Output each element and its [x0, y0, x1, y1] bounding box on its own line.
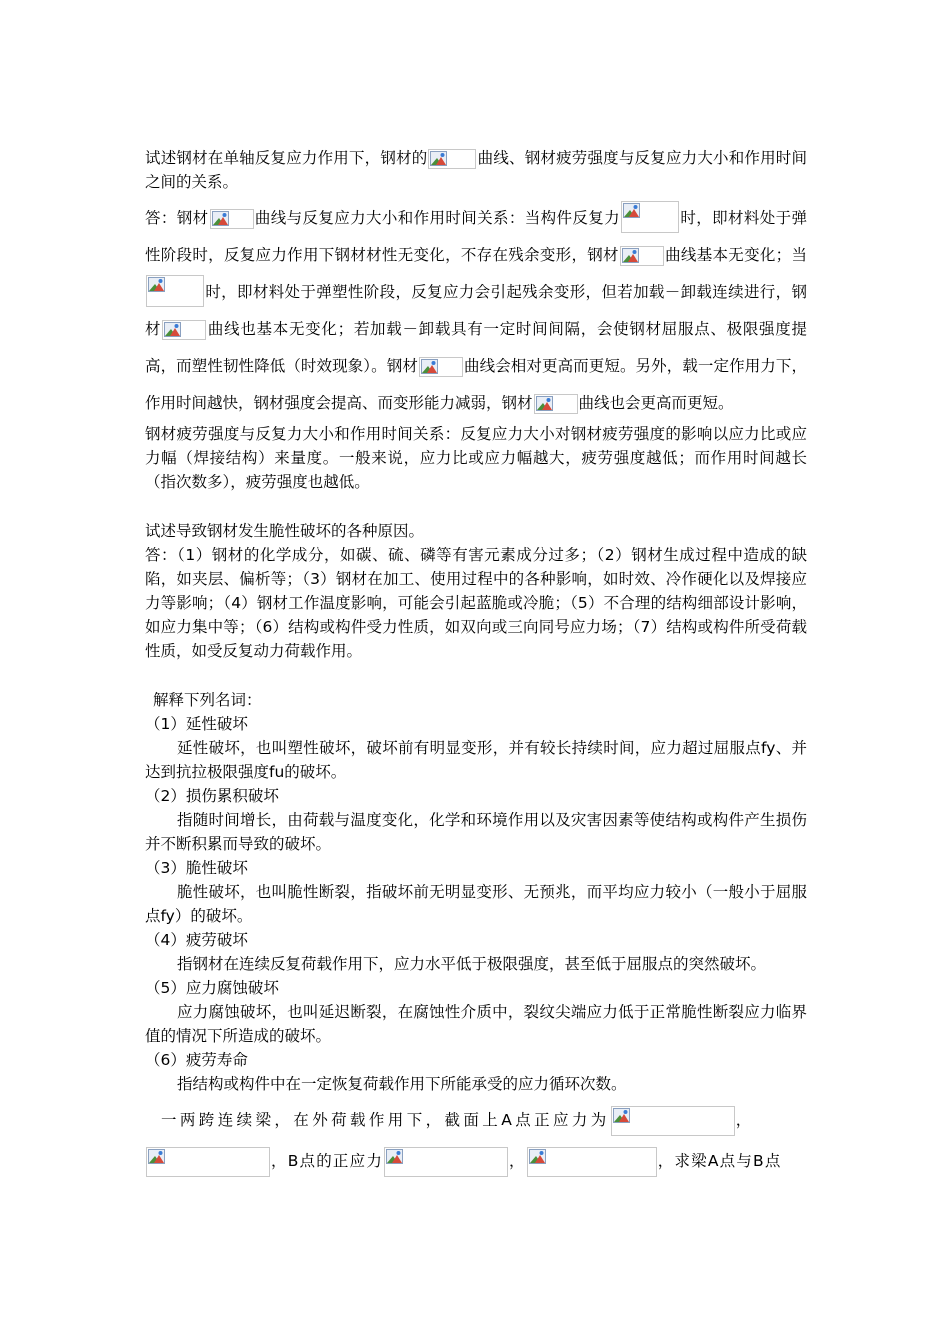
text: ，: [509, 1152, 526, 1170]
broken-image-icon: [164, 322, 181, 337]
term-head: （4）疲劳破坏: [145, 931, 248, 949]
broken-image-icon: [148, 1149, 165, 1164]
formula-image-placeholder: [162, 320, 206, 340]
term-definition: 延性破坏，也叫塑性破坏，破坏前有明显变形，并有较长持续时间，应力超过屈服点fy、并达到抗拉极限强度fu的破坏。: [145, 739, 807, 781]
broken-image-icon: [430, 151, 447, 166]
formula-image-placeholder: [210, 209, 254, 229]
text: 一两跨连续梁，在外荷载作用下，截面上A点正应力为: [161, 1111, 610, 1129]
text: 曲线也会更高而更短。: [578, 394, 734, 412]
text: ，: [735, 1111, 755, 1129]
term-definition: 脆性破坏，也叫脆性断裂，指破坏前无明显变形、无预兆，而平均应力较小（一般小于屈服点fy）的破坏。: [145, 883, 807, 925]
formula-image-placeholder: [611, 1106, 735, 1136]
text: ，求梁A点与B点: [657, 1152, 782, 1170]
terms-title: 解释下列名词：: [153, 691, 262, 709]
term-head: （3）脆性破坏: [145, 859, 248, 877]
formula-image-placeholder: [419, 357, 463, 377]
question-2: 试述导致钢材发生脆性破坏的各种原因。: [145, 522, 425, 540]
formula-image-placeholder: [621, 201, 679, 233]
broken-image-icon: [529, 1149, 546, 1164]
formula-image-placeholder: [146, 275, 204, 307]
text: 曲线基本无变化；当: [664, 246, 807, 264]
text: 曲线也基本无变化；若加载－卸载具有一定时间间隔，会使钢材屈服点、极限强度提高，而塑性韧性降低（时效现象）。钢材: [145, 320, 807, 375]
answer-1: [145, 200, 807, 422]
term-definition: 应力腐蚀破坏，也叫延迟断裂，在腐蚀性介质中，裂纹尖端应力低于正常脆性断裂应力临界值的情况下所造成的破坏。: [145, 1003, 807, 1045]
broken-image-icon: [148, 277, 165, 292]
broken-image-icon: [386, 1149, 403, 1164]
term-definition: 指结构或构件中在一定恢复荷载作用下所能承受的应力循环次数。: [177, 1075, 627, 1093]
text: 时，即材料处于弹性阶段时，反复应力作用下钢材材性无变化，不存在残余变形，钢材: [145, 209, 807, 264]
formula-image-placeholder: [620, 246, 664, 266]
term-definition: 指钢材在连续反复荷载作用下，应力水平低于极限强度，甚至低于屈服点的突然破坏。: [177, 955, 767, 973]
broken-image-icon: [622, 248, 639, 263]
text: 答：钢材: [145, 209, 209, 227]
text: 时，即材料处于弹塑性阶段，反复应力会引起残余变形，但若加载－卸载连续进行，钢材: [145, 283, 807, 338]
broken-image-icon: [536, 396, 553, 411]
document-page: [145, 146, 807, 1180]
term-head: （5）应力腐蚀破坏: [145, 979, 279, 997]
text: 曲线会相对更高而更短。另外，载一定作用力下，作用时间越快，钢材强度会提高、而变形能力减弱，钢材: [145, 357, 807, 412]
broken-image-icon: [212, 211, 229, 226]
answer-2: 答：（1）钢材的化学成分，如碳、硫、磷等有害元素成分过多；（2）钢材生成过程中造成的缺陷，如夹层、偏析等；（3）钢材在加工、使用过程中的各种影响，如时效、冷作硬化以及焊接应力等影响；（4）钢材工作温度影响，可能会引起蓝脆或冷脆；（5）不合理的结构细部设计影响，如应力集中等；（6）结构或构件受力性质，如双向或三向同号应力场；（7）结构或构件所受荷载性质，如受反复动力荷载作用。: [145, 546, 807, 660]
formula-image-placeholder: [384, 1147, 508, 1177]
term-definition: 指随时间增长，由荷载与温度变化，化学和环境作用以及灾害因素等使结构或构件产生损伤并不断积累而导致的破坏。: [145, 811, 807, 853]
text: 曲线、钢材疲劳强度与反复应力大小和作用时间之间的关系。: [145, 149, 807, 191]
formula-image-placeholder: [527, 1147, 657, 1177]
term-head: （1）延性破坏: [145, 715, 248, 733]
text: ，B点的正应力: [271, 1152, 384, 1170]
beam-problem-cont: [145, 1143, 807, 1180]
broken-image-icon: [421, 359, 438, 374]
formula-image-placeholder: [146, 1147, 270, 1177]
text: 曲线与反复应力大小和作用时间关系：当构件反复力: [254, 209, 620, 227]
beam-problem: [145, 1102, 807, 1139]
formula-image-placeholder: [428, 149, 476, 169]
broken-image-icon: [623, 203, 640, 218]
text: 试述钢材在单轴反复应力作用下，钢材的: [145, 149, 428, 167]
formula-image-placeholder: [534, 394, 578, 414]
broken-image-icon: [613, 1108, 630, 1123]
term-head: （6）疲劳寿命: [145, 1051, 248, 1069]
fatigue-relation: 钢材疲劳强度与反复力大小和作用时间关系：反复应力大小对钢材疲劳强度的影响以应力比或应力幅（焊接结构）来量度。一般来说，应力比或应力幅越大，疲劳强度越低；而作用时间越长（指次数多），疲劳强度也越低。: [145, 425, 807, 491]
question-1: [145, 146, 807, 194]
term-head: （2）损伤累积破坏: [145, 787, 279, 805]
